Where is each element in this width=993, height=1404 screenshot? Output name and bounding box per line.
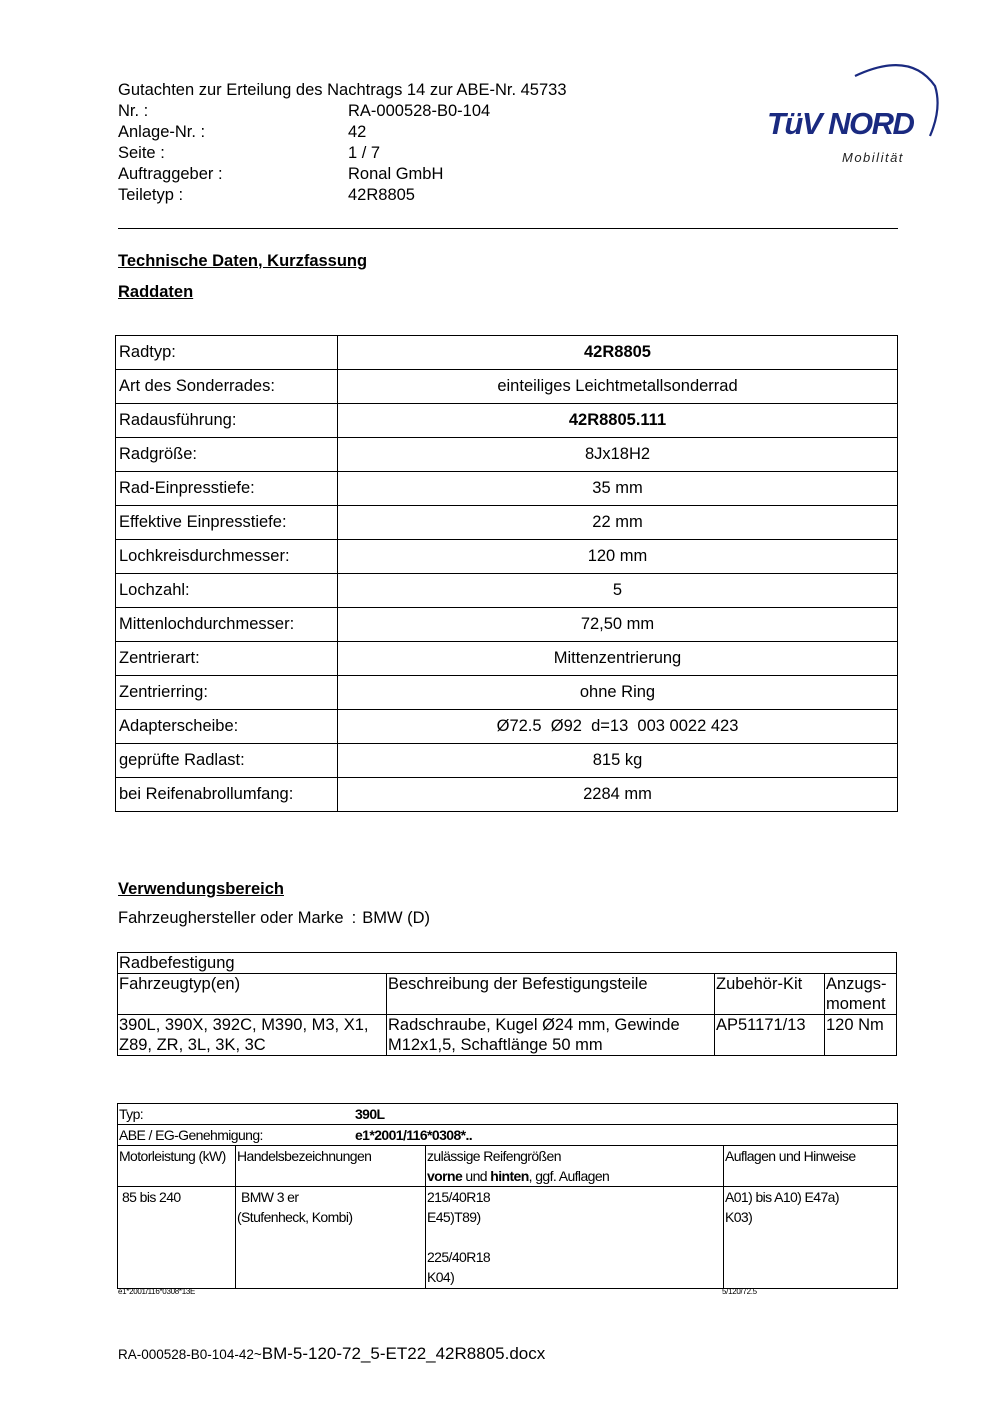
table-row: Radausführung: 42R8805.111	[116, 404, 898, 438]
typ-note-left: e1*2001/116*0308*13E	[118, 1287, 196, 1296]
table-row: Lochkreisdurchmesser: 120 mm	[116, 540, 898, 574]
raddaten-table	[115, 335, 898, 812]
radbefestigung-table	[117, 952, 897, 1056]
section-title-tech: Technische Daten, Kurzfassung	[118, 252, 368, 270]
table-row: Fahrzeugtyp(en) Beschreibung der Befestigungsteile Zubehör-Kit Anzugs-moment	[118, 974, 897, 1015]
table-row: Mittenlochdurchmesser: 72,50 mm	[116, 608, 898, 642]
table-row: Effektive Einpresstiefe: 22 mm	[116, 506, 898, 540]
typ-note-right: 5/120/72.5	[722, 1287, 757, 1296]
table-row: bei Reifenabrollumfang: 2284 mm	[116, 778, 898, 812]
table-row: Adapterscheibe: Ø72.5 Ø92 d=13 003 0022 423	[116, 710, 898, 744]
section-title-verwendung: Verwendungsbereich	[118, 880, 284, 898]
logo-brand: TüV NORD	[767, 106, 914, 141]
table-row: Rad-Einpresstiefe: 35 mm	[116, 472, 898, 506]
table-row: Radbefestigung	[118, 953, 897, 974]
table-row: Lochzahl: 5	[116, 574, 898, 608]
table-row: Art des Sonderrades: einteiliges Leichtmetallsonderrad	[116, 370, 898, 404]
table-row: Zentrierring: ohne Ring	[116, 676, 898, 710]
table-row: ABE / EG-Genehmigung: e1*2001/116*0308*..	[118, 1125, 898, 1146]
header-row-teiletyp: Teiletyp : 42R8805	[118, 186, 415, 204]
document-header	[118, 80, 567, 206]
table-row: Typ: 390L	[118, 1104, 898, 1125]
header-divider	[118, 228, 898, 229]
table-row: Radgröße: 8Jx18H2	[116, 438, 898, 472]
table-row: Zentrierart: Mittenzentrierung	[116, 642, 898, 676]
fahrzeughersteller-line: Fahrzeughersteller oder Marke : BMW (D)	[118, 909, 431, 927]
table-row: 390L, 390X, 392C, M390, M3, X1, Z89, ZR, 3L, 3K, 3C Radschraube, Kugel Ø24 mm, Gewinde M12x1,5, Schaftlänge 50 mm AP51171/13 120 Nm	[118, 1015, 897, 1056]
section-title-raddaten: Raddaten	[118, 283, 194, 301]
logo-subtitle: Mobilität	[842, 150, 904, 165]
typ-table	[117, 1103, 898, 1289]
document-footer: RA-000528-B0-104-42~BM-5-120-72_5-ET22_42R8805.docx	[118, 1344, 546, 1363]
table-row: geprüfte Radlast: 815 kg	[116, 744, 898, 778]
table-row: Radtyp: 42R8805	[116, 336, 898, 370]
table-row: 85 bis 240 BMW 3 er (Stufenheck, Kombi) 215/40R18 E45)T89) 225/40R18 K04) A01) bis A10) E47a) K03)	[118, 1187, 898, 1289]
header-row-anlage: Anlage-Nr. : 42	[118, 123, 367, 141]
document-title: Gutachten zur Erteilung des Nachtrags 14 zur ABE-Nr. 45733	[118, 81, 567, 99]
header-row-auftraggeber: Auftraggeber : Ronal GmbH	[118, 165, 444, 183]
header-row-nr: Nr. : RA-000528-B0-104	[118, 102, 491, 120]
table-row: Motorleistung (kW) Handelsbezeichnungen zulässige Reifengrößen vorne und hinten, ggf. Auflagen Auflagen und Hinweise	[118, 1146, 898, 1187]
tuv-nord-logo	[760, 58, 945, 173]
header-row-seite: Seite : 1 / 7	[118, 144, 381, 162]
